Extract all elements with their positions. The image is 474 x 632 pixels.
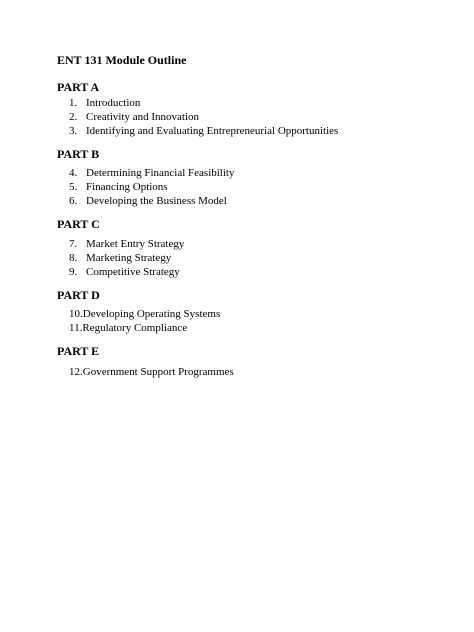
- list-item: [69, 167, 234, 180]
- part-d-heading: PART D: [57, 288, 100, 302]
- item-number: 2.: [69, 111, 78, 123]
- item-number: 6.: [69, 195, 78, 207]
- item-text: Government Support Programmes: [82, 366, 234, 378]
- item-number: 12.: [69, 366, 83, 378]
- item-text: Regulatory Compliance: [82, 322, 188, 334]
- part-c-heading: PART C: [57, 217, 100, 231]
- item-text: Financing Options: [86, 181, 168, 193]
- list-item: [69, 308, 220, 321]
- list-item: [69, 111, 199, 124]
- item-text: Creativity and Innovation: [86, 111, 200, 123]
- item-number: 3.: [69, 125, 78, 137]
- list-item: [69, 97, 140, 110]
- part-b-heading: PART B: [57, 147, 100, 161]
- item-number: 9.: [69, 266, 78, 278]
- item-text: Determining Financial Feasibility: [86, 167, 235, 179]
- item-text: Market Entry Strategy: [86, 238, 185, 250]
- part-a-heading: PART A: [57, 80, 100, 94]
- list-item: [69, 266, 180, 279]
- list-item: [69, 322, 187, 335]
- list-item: [69, 181, 168, 194]
- item-number: 8.: [69, 252, 78, 264]
- list-item: [69, 366, 234, 379]
- item-text: Marketing Strategy: [86, 252, 172, 264]
- item-number: 10.: [69, 308, 83, 320]
- item-text: Developing Operating Systems: [82, 308, 221, 320]
- item-text: Identifying and Evaluating Entrepreneurial Opportunities: [86, 125, 339, 137]
- item-number: 4.: [69, 167, 78, 179]
- list-item: [69, 125, 338, 138]
- item-number: 5.: [69, 181, 78, 193]
- item-number: 7.: [69, 238, 78, 250]
- item-text: Developing the Business Model: [86, 195, 227, 207]
- list-item: [69, 252, 171, 265]
- list-item: [69, 195, 227, 208]
- item-number: 11.: [69, 322, 83, 334]
- document-title: ENT 131 Module Outline: [57, 53, 187, 67]
- part-e-heading: PART E: [57, 344, 100, 358]
- item-number: 1.: [69, 97, 78, 109]
- item-text: Introduction: [86, 97, 141, 109]
- list-item: [69, 238, 184, 251]
- item-text: Competitive Strategy: [86, 266, 180, 278]
